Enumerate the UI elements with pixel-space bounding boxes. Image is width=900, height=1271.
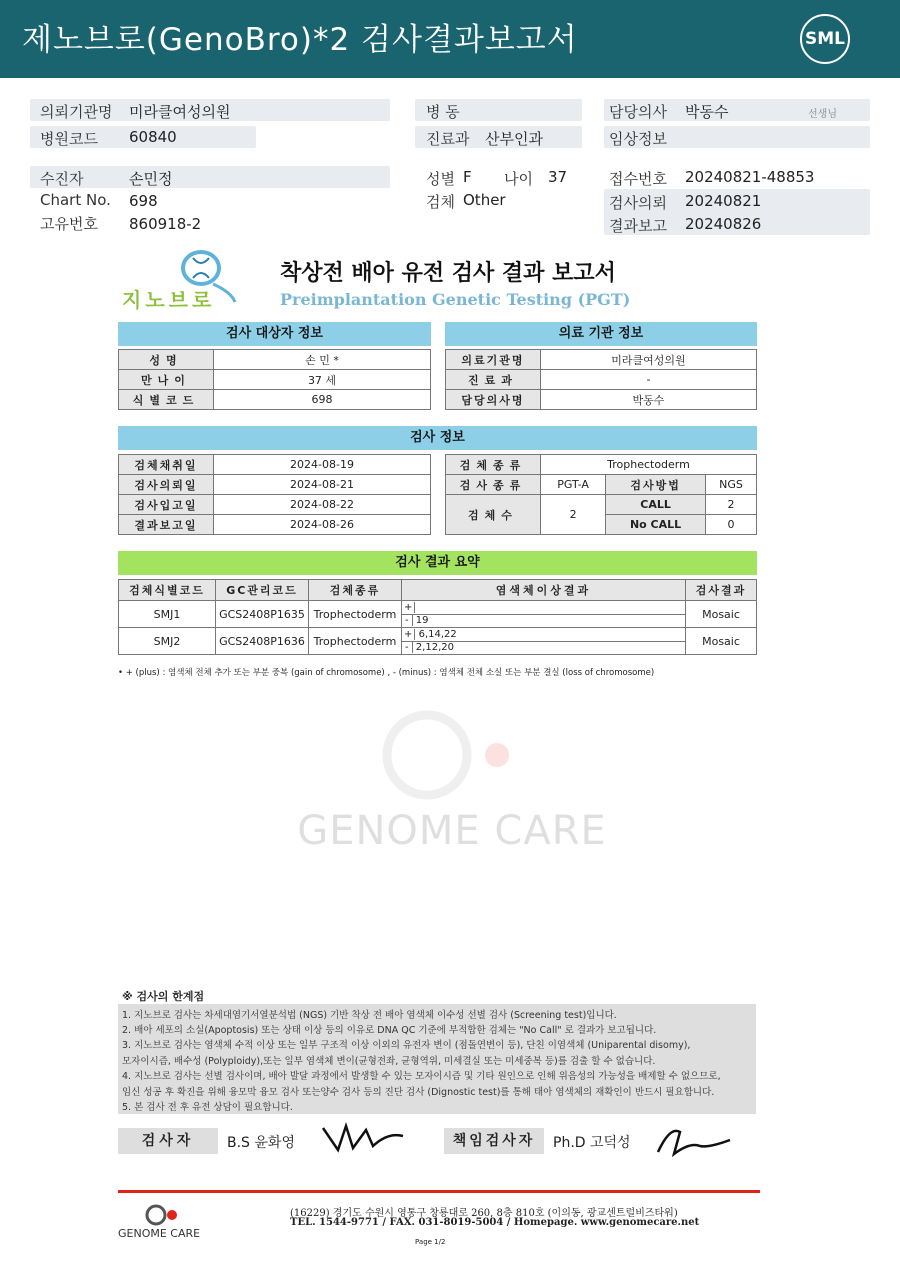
examinee-bar: [30, 166, 390, 188]
doctor-label: 담당의사: [609, 103, 667, 121]
table-row: [119, 390, 431, 410]
specimen-value: Other: [463, 191, 506, 209]
receive-date-value: 2024-08-22: [214, 495, 431, 515]
report-subtitle: Preimplantation Genetic Testing (PGT): [280, 290, 631, 309]
chart-value: 698: [129, 192, 158, 210]
report-title: 착상전 배아 유전 검사 결과 보고서: [280, 261, 616, 286]
test-type-value: PGT-A: [541, 475, 606, 495]
doctor-name-label: 담당의사명: [446, 390, 541, 410]
responsible-name: Ph.D 고덕성: [553, 1135, 631, 1151]
institution-name-value: 미라클여성의원: [541, 350, 757, 370]
specimen-type-label: 검체종류: [446, 455, 541, 475]
age-label: 나이: [504, 170, 533, 188]
specimen-id: SMJ1: [119, 601, 216, 628]
result: Mosaic: [686, 601, 757, 628]
unique-value: 860918-2: [129, 215, 202, 233]
request-date-label: 검사의뢰일: [119, 475, 214, 495]
col-result: 검사결과: [686, 580, 757, 601]
table-row: [446, 475, 757, 495]
clinical-label: 임상정보: [609, 130, 667, 148]
institution-name-label: 의료기관명: [446, 350, 541, 370]
minus-sign: -: [402, 642, 413, 653]
col-abnormality: 염색체이상결과: [402, 580, 686, 601]
loss-chromosomes: 2,12,20: [415, 641, 454, 653]
receipt-value: 20240821-48853: [685, 168, 815, 186]
abnormality-cell: [402, 601, 686, 628]
footer-contact: TEL. 1544-9771 / FAX. 031-8019-5004 / Homepage. www.genomecare.net: [290, 1217, 700, 1228]
limit-line: 3. 지노브로 검사는 염색체 수적 이상 또는 일부 구조적 이상 이외의 유전자 변이 (점돌연변이 등), 단친 이염색체 (Uniparental disomy),: [122, 1040, 691, 1051]
watermark-text: GENOME CARE: [297, 808, 607, 854]
table-row: [446, 495, 757, 515]
receive-date-label: 검사입고일: [119, 495, 214, 515]
examinee-label: 수진자: [40, 170, 84, 188]
loss-chromosomes: 19: [415, 614, 429, 626]
table-row: [119, 601, 757, 628]
method-value: NGS: [705, 475, 756, 495]
tester-label: 검사자: [118, 1128, 218, 1154]
plus-sign: +: [402, 629, 415, 640]
limit-line: 2. 배아 세포의 소실(Apoptosis) 또는 상태 이상 등의 이유로 DNA QC 기준에 부적합한 검체는 "No Call" 로 결과가 보고됩니다.: [122, 1025, 657, 1036]
table-row: [446, 350, 757, 370]
receipt-label: 접수번호: [609, 170, 667, 188]
table-row: [446, 455, 757, 475]
test-info-header: 검사 정보: [118, 426, 757, 450]
call-value: 2: [705, 495, 756, 515]
request-date-value: 2024-08-21: [214, 475, 431, 495]
sml-logo: SML: [800, 14, 850, 64]
id-code-label: 식별코드: [119, 390, 214, 410]
request-org-value: 미라클여성의원: [129, 103, 231, 121]
age-label: 만나이: [119, 370, 214, 390]
footer-address: (16229) 경기도 수원시 영통구 창룡대로 260, 8층 810호 (이의동, 광교센트럴비즈타워): [290, 1208, 678, 1219]
specimen-type: Trophectoderm: [309, 601, 402, 628]
abnormality-cell: [402, 628, 686, 655]
limits-title: ※ 검사의 한계점: [122, 990, 205, 1003]
document-title: 제노브로(GenoBro)*2 검사결과보고서: [22, 22, 578, 58]
tester-signature-icon: [318, 1120, 408, 1156]
table-row: [446, 390, 757, 410]
tester-name: B.S 윤화영: [227, 1135, 295, 1151]
table-header-row: [119, 580, 757, 601]
specimen-id: SMJ2: [119, 628, 216, 655]
unique-label: 고유번호: [40, 215, 98, 233]
collection-date-value: 2024-08-19: [214, 455, 431, 475]
hospital-code-label: 병원코드: [40, 130, 98, 148]
hospital-code-value: 60840: [129, 128, 177, 146]
gain-chromosomes: 6,14,22: [418, 628, 457, 640]
table-row: [119, 515, 431, 535]
test-dates-table: [118, 454, 431, 535]
req-date-label: 검사의뢰: [609, 194, 667, 212]
col-gc-code: GC관리코드: [216, 580, 309, 601]
count-value: 2: [541, 495, 606, 535]
doctor-name-value: 박동수: [541, 390, 757, 410]
footer-company: GENOME CARE: [118, 1227, 201, 1240]
count-label: 검체수: [446, 495, 541, 535]
responsible-label: 책임검사자: [444, 1128, 544, 1154]
table-row: [119, 475, 431, 495]
limit-line: 5. 본 검사 전 후 유전 상담이 필요합니다.: [122, 1102, 293, 1113]
specimen-type-value: Trophectoderm: [541, 455, 757, 475]
table-row: [119, 370, 431, 390]
req-date-value: 20240821: [685, 192, 762, 210]
sex-label: 성별: [426, 170, 455, 188]
method-label: 검사방법: [606, 475, 706, 495]
dept-value: -: [541, 370, 757, 390]
id-code-value: 698: [214, 390, 431, 410]
test-detail-table: [445, 454, 757, 535]
responsible-signature-icon: [650, 1122, 735, 1158]
limit-line: 1. 지노브로 검사는 차세대염기서열분석법 (NGS) 기반 착상 전 배아 염색체 이수성 선별 검사 (Screening test)입니다.: [122, 1010, 617, 1021]
summary-footnote: • + (plus) : 염색체 전체 추가 또는 부분 중복 (gain of chromosome) , - (minus) : 염색체 전체 소실 또는 부분 결실 (loss of chromosome): [118, 668, 655, 678]
chart-label: Chart No.: [40, 191, 111, 209]
col-specimen-type: 검체종류: [309, 580, 402, 601]
dept-label: 진료과: [426, 130, 470, 148]
minus-sign: -: [402, 615, 413, 626]
request-org-label: 의뢰기관명: [40, 103, 113, 121]
nocall-value: 0: [705, 515, 756, 535]
gc-code: GCS2408P1636: [216, 628, 309, 655]
report-date-value: 20240826: [685, 215, 762, 233]
plus-sign: +: [402, 602, 415, 613]
dept-value: 산부인과: [485, 130, 543, 148]
specimen-type: Trophectoderm: [309, 628, 402, 655]
table-row: [119, 495, 431, 515]
page-number: Page 1/2: [415, 1238, 446, 1246]
gc-code: GCS2408P1635: [216, 601, 309, 628]
institution-info-table: [445, 349, 757, 410]
examinee-value: 손민정: [129, 170, 173, 188]
table-row: [446, 370, 757, 390]
subject-info-header: 검사 대상자 정보: [118, 322, 431, 346]
footer-divider: [118, 1190, 760, 1193]
table-row: [119, 628, 757, 655]
specimen-label: 검체: [426, 193, 455, 211]
subject-info-table: [118, 349, 431, 410]
summary-header: 검사 결과 요약: [118, 551, 757, 575]
age-value: 37: [548, 168, 568, 186]
summary-table: [118, 579, 757, 655]
limit-line: 임신 성공 후 확진을 위해 융모막 융모 검사 또는양수 검사 등의 진단 검사 (Dignostic test)를 통해 태아 염색체의 재확인이 반드시 필요합니다.: [122, 1087, 715, 1098]
doctor-value: 박동수: [685, 103, 729, 121]
name-label: 성명: [119, 350, 214, 370]
limit-line: 모자이시즘, 배수성 (Polyploidy),또는 일부 염색체 변이(균형전좌, 균형역위, 미세결실 또는 미세중복 등)를 검출 할 수 없습니다.: [122, 1056, 656, 1067]
genome-care-logo-icon: [142, 1203, 186, 1227]
dept-label: 진료과: [446, 370, 541, 390]
report-date-label: 결과보고: [609, 217, 667, 235]
sex-value: F: [463, 168, 472, 186]
genobro-logo-text: 지노브로: [122, 288, 216, 312]
col-specimen-id: 검체식별코드: [119, 580, 216, 601]
institution-info-header: 의료 기관 정보: [445, 322, 757, 346]
table-row: [119, 455, 431, 475]
call-label: CALL: [606, 495, 706, 515]
name-value: 손 민 *: [214, 350, 431, 370]
ward-label: 병 동: [426, 103, 460, 121]
age-value: 37 세: [214, 370, 431, 390]
test-type-label: 검사종류: [446, 475, 541, 495]
result-date-value: 2024-08-26: [214, 515, 431, 535]
result: Mosaic: [686, 628, 757, 655]
doctor-suffix: 선생님: [808, 109, 837, 120]
nocall-label: No CALL: [606, 515, 706, 535]
table-row: [119, 350, 431, 370]
result-date-label: 결과보고일: [119, 515, 214, 535]
limit-line: 4. 지노브로 검사는 선별 검사이며, 배아 발달 과정에서 발생할 수 있는 모자이시즘 및 기타 원인으로 인해 위음성의 가능성을 배제할 수 없으므로,: [122, 1071, 721, 1082]
collection-date-label: 검체채취일: [119, 455, 214, 475]
